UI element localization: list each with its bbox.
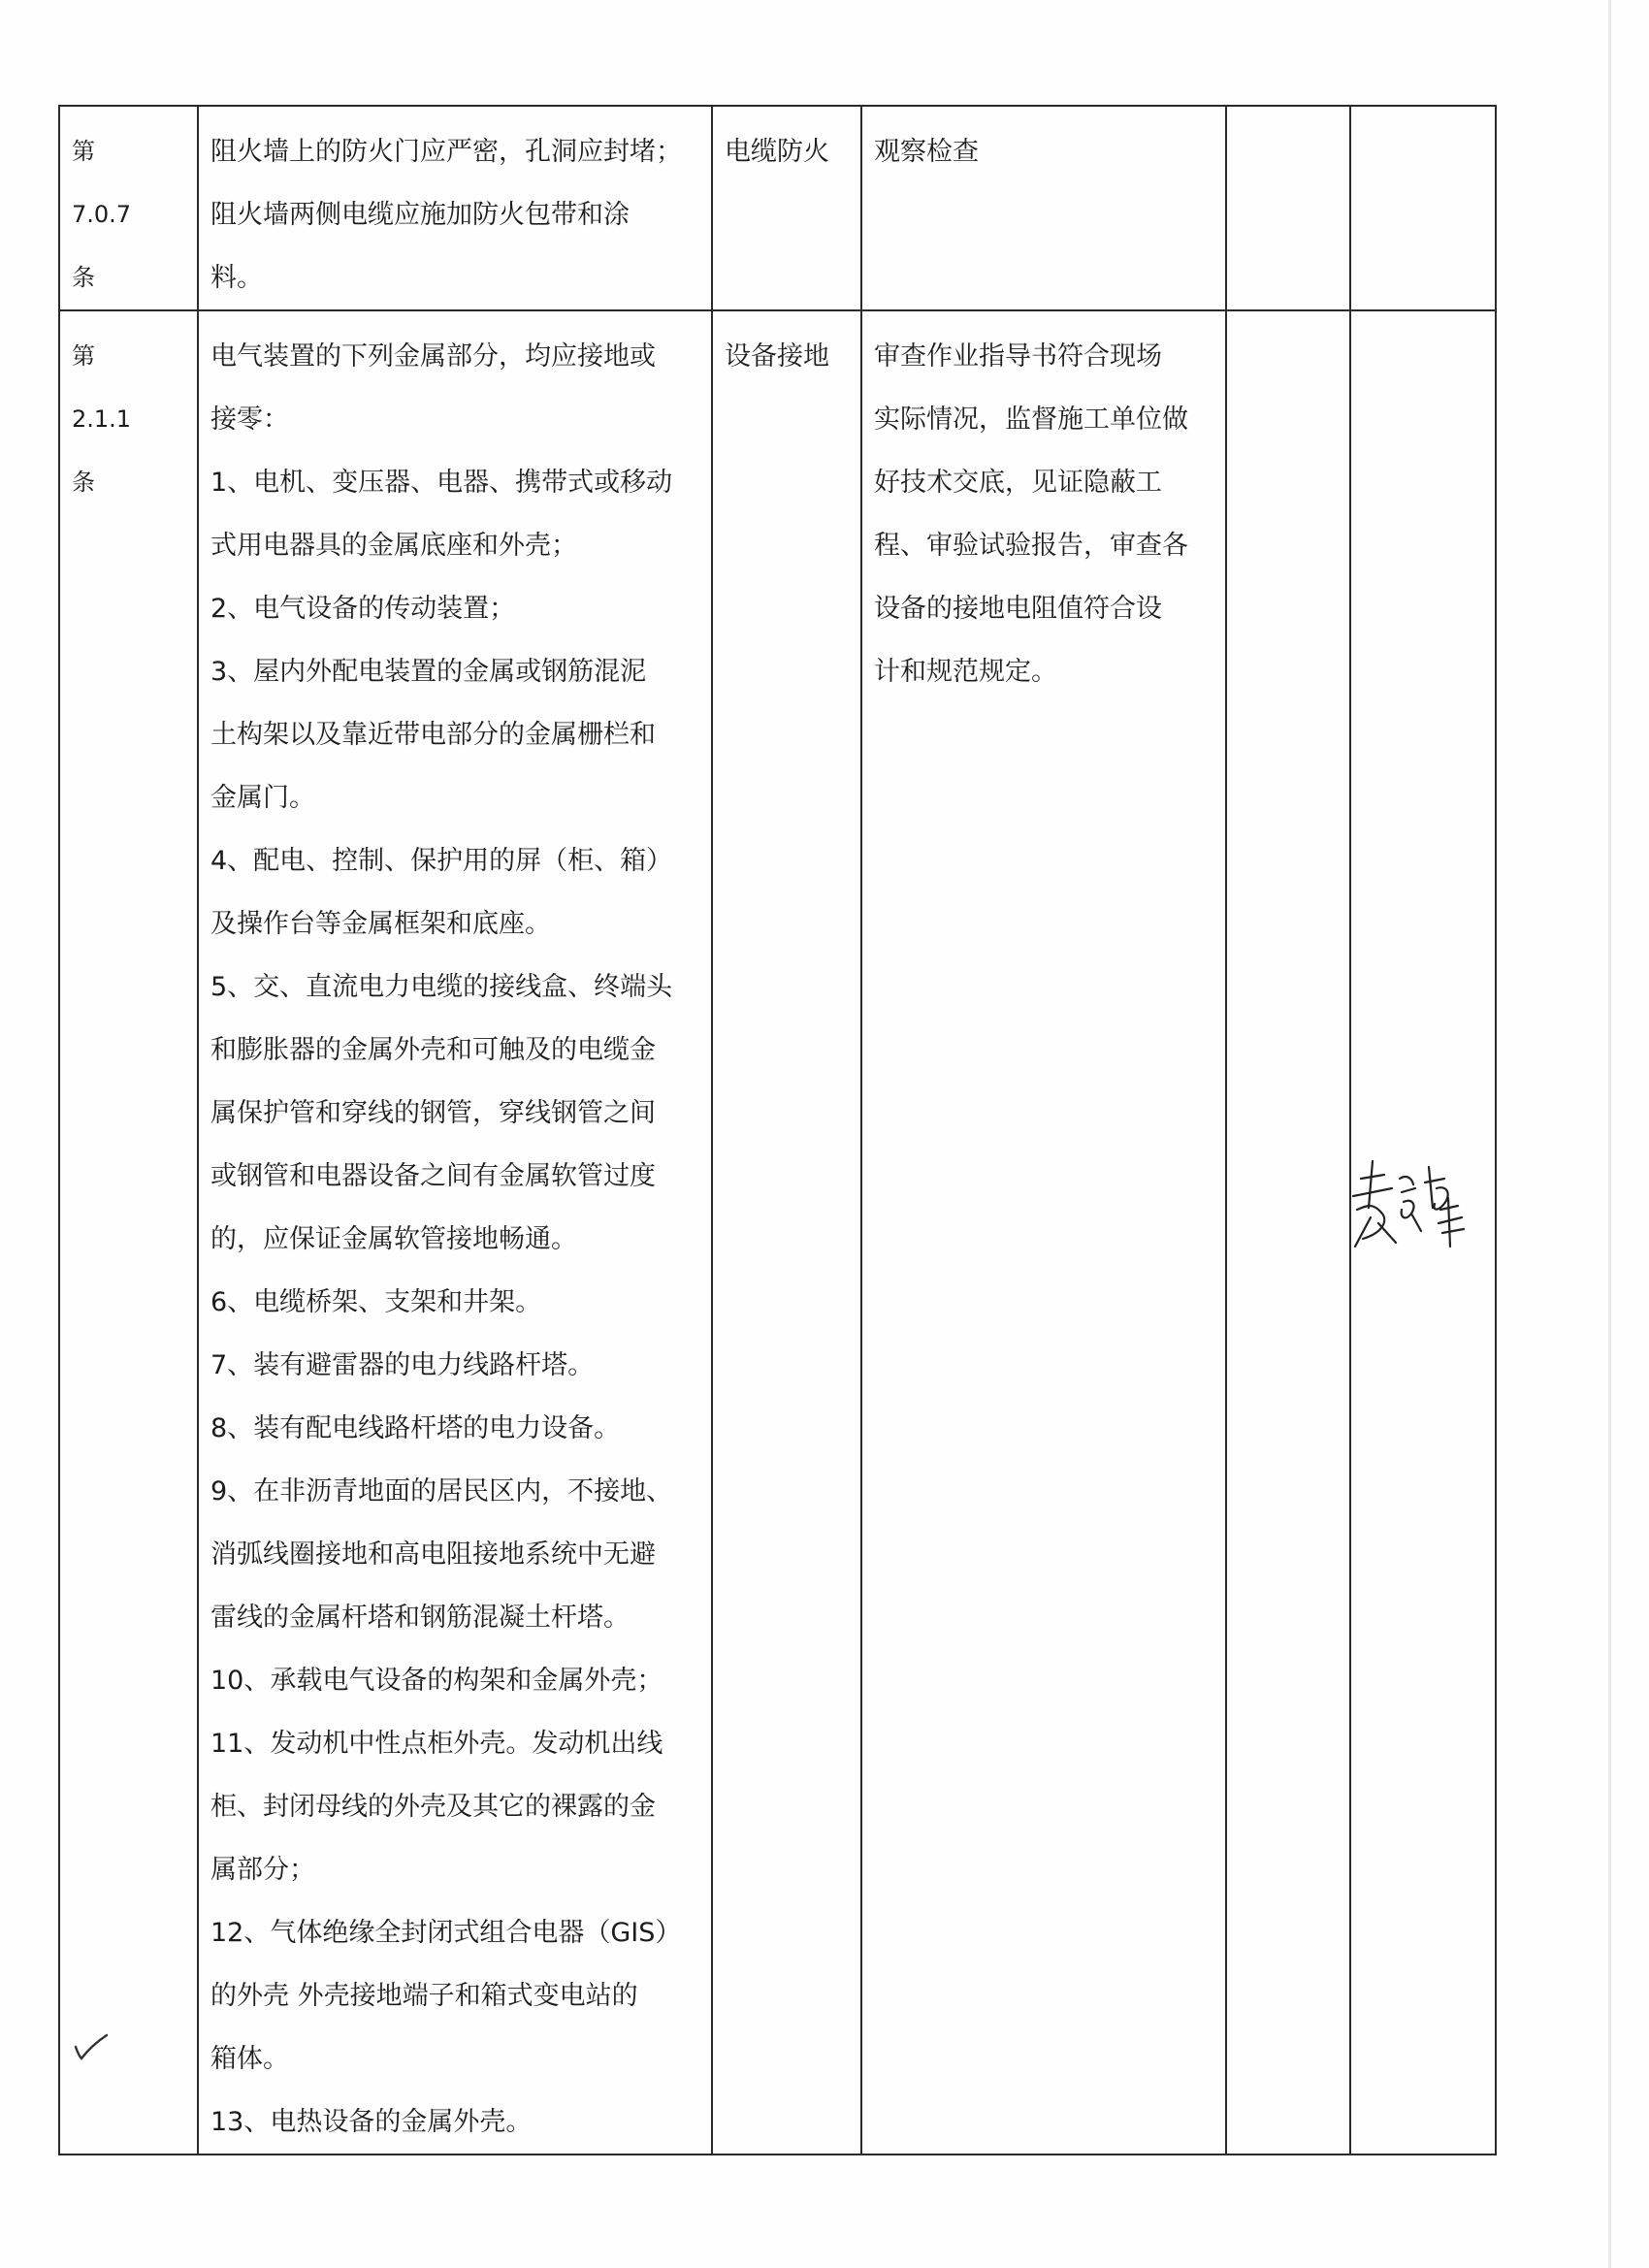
clause-cell	[59, 310, 198, 2155]
requirement-line: 6、电缆桥架、支架和井架。	[210, 1287, 542, 1317]
method-line: 实际情况，监督施工单位做	[874, 405, 1188, 435]
requirement-line: 阻火墙上的防火门应严密，孔洞应封堵；	[210, 137, 682, 167]
item-cell	[712, 106, 861, 310]
requirement-line: 8、装有配电线路杆塔的电力设备。	[210, 1413, 621, 1443]
requirement-line: 10、承载电气设备的构架和金属外壳；	[210, 1666, 663, 1696]
clause-line: 2.1.1	[72, 405, 132, 433]
requirement-line: 13、电热设备的金属外壳。	[210, 2107, 533, 2137]
requirement-line: 式用电器具的金属底座和外壳；	[210, 531, 577, 561]
method-line: 审查作业指导书符合现场	[874, 341, 1162, 372]
requirement-line: 4、配电、控制、保护用的屏（柜、箱）	[210, 846, 673, 876]
requirement-line: 或钢管和电器设备之间有金属软管过度	[210, 1161, 656, 1191]
clause-cell	[59, 106, 198, 310]
item-label: 电缆防火	[725, 137, 829, 167]
handwritten-signature	[1343, 1150, 1479, 1276]
requirement-line: 雷线的金属杆塔和钢筋混凝土杆塔。	[210, 1603, 630, 1633]
signature-cell	[1350, 106, 1496, 310]
requirement-cell	[198, 310, 712, 2155]
clause-line: 7.0.7	[72, 201, 132, 228]
blank-cell	[1226, 106, 1350, 310]
method-line: 观察检查	[874, 137, 979, 167]
requirement-line: 和膨胀器的金属外壳和可触及的电缆金	[210, 1035, 656, 1065]
table-row	[59, 310, 1496, 2155]
item-label: 设备接地	[725, 341, 829, 372]
requirement-line: 3、屋内外配电装置的金属或钢筋混泥	[210, 657, 647, 687]
requirement-line: 的，应保证金属软管接地畅通。	[210, 1224, 577, 1254]
inspection-table	[58, 105, 1497, 2155]
requirement-line: 1、电机、变压器、电器、携带式或移动	[210, 468, 673, 498]
requirement-line: 柜、封闭母线的外壳及其它的裸露的金	[210, 1792, 656, 1822]
clause-line: 第	[72, 138, 95, 165]
method-line: 程、审验试验报告，审查各	[874, 531, 1188, 561]
method-line: 好技术交底，见证隐蔽工	[874, 468, 1162, 498]
item-cell	[712, 310, 861, 2155]
clause-line: 条	[72, 264, 95, 291]
requirement-line: 土构架以及靠近带电部分的金属栅栏和	[210, 720, 656, 750]
method-line: 计和规范规定。	[874, 657, 1057, 687]
method-line: 设备的接地电阻值符合设	[874, 594, 1162, 624]
table-row	[59, 106, 1496, 310]
requirement-line: 料。	[210, 263, 263, 293]
requirement-line: 属保护管和穿线的钢管，穿线钢管之间	[210, 1098, 656, 1128]
requirement-line: 接零：	[210, 405, 289, 435]
requirement-line: 箱体。	[210, 2044, 289, 2074]
requirement-cell	[198, 106, 712, 310]
requirement-line: 的外壳 外壳接地端子和箱式变电站的	[210, 1981, 638, 2011]
requirement-line: 12、气体绝缘全封闭式组合电器（GIS）	[210, 1918, 682, 1948]
checkmark-icon	[68, 2025, 116, 2064]
blank-cell	[1226, 310, 1350, 2155]
requirement-line: 属部分；	[210, 1855, 315, 1885]
clause-line: 第	[72, 342, 95, 370]
requirement-line: 7、装有避雷器的电力线路杆塔。	[210, 1350, 595, 1380]
clause-line: 条	[72, 469, 95, 496]
requirement-line: 9、在非沥青地面的居民区内，不接地、	[210, 1476, 673, 1507]
requirement-line: 金属门。	[210, 783, 315, 813]
method-cell	[861, 310, 1226, 2155]
method-cell	[861, 106, 1226, 310]
requirement-line: 电气装置的下列金属部分，均应接地或	[210, 341, 656, 372]
requirement-line: 消弧线圈接地和高电阻接地系统中无避	[210, 1539, 656, 1570]
requirement-line: 2、电气设备的传动装置；	[210, 594, 516, 624]
requirement-line: 及操作台等金属框架和底座。	[210, 909, 551, 939]
requirement-line: 阻火墙两侧电缆应施加防火包带和涂	[210, 200, 630, 230]
requirement-line: 5、交、直流电力电缆的接线盒、终端头	[210, 972, 673, 1002]
requirement-line: 11、发动机中性点柜外壳。发动机出线	[210, 1729, 663, 1759]
scan-edge-shadow	[1608, 0, 1611, 2268]
